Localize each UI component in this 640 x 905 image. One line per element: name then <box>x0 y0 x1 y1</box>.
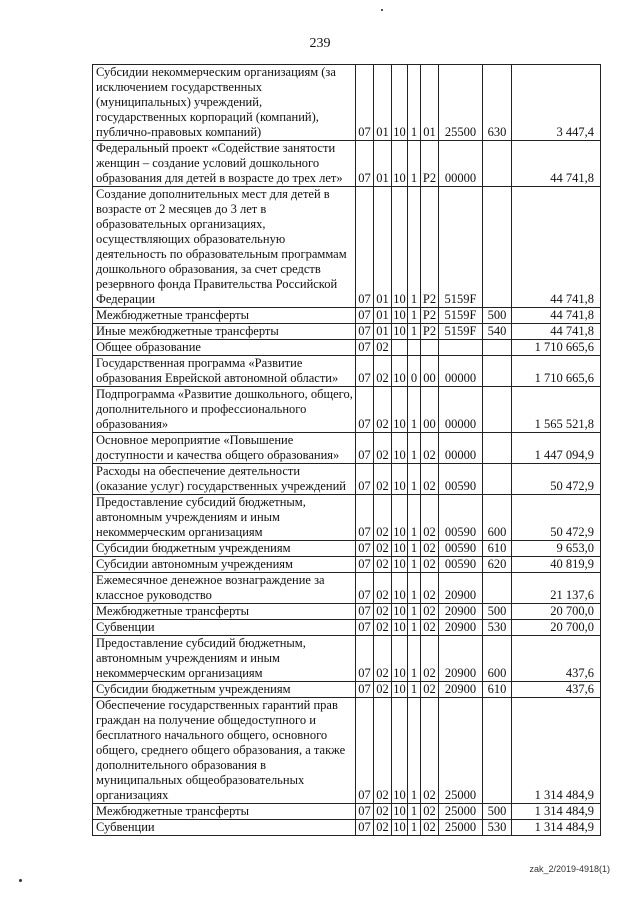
subsection-code: 02 <box>374 433 392 464</box>
table-row <box>93 356 601 387</box>
expense-direction-code: 00000 <box>439 356 483 387</box>
section-code: 07 <box>356 308 374 324</box>
amount-value: 44 741,8 <box>512 308 601 324</box>
subsection-code: 02 <box>374 604 392 620</box>
subsection-code: 02 <box>374 387 392 433</box>
document-code: zak_2/2019-4918(1) <box>529 864 610 874</box>
section-code: 07 <box>356 464 374 495</box>
expense-direction-code: 20900 <box>439 620 483 636</box>
table-body <box>93 65 601 836</box>
section-code: 07 <box>356 820 374 836</box>
section-code: 07 <box>356 573 374 604</box>
subprogram-code: 0 <box>408 356 421 387</box>
expense-direction-code: 25500 <box>439 65 483 141</box>
row-name: Подпрограмма «Развитие дошкольного, общего, дополнительного и профессионального образования» <box>93 387 356 433</box>
expense-direction-code: 00590 <box>439 557 483 573</box>
budget-table <box>92 64 601 836</box>
main-activity-code: 02 <box>421 804 439 820</box>
table-row <box>93 636 601 682</box>
subsection-code: 01 <box>374 308 392 324</box>
amount-value: 437,6 <box>512 636 601 682</box>
row-name: Субвенции <box>93 820 356 836</box>
section-code: 07 <box>356 387 374 433</box>
subsection-code: 01 <box>374 324 392 340</box>
amount-value: 1 314 484,9 <box>512 698 601 804</box>
expense-type-code: 600 <box>483 636 512 682</box>
subprogram-code: 1 <box>408 387 421 433</box>
main-activity-code: P2 <box>421 308 439 324</box>
main-activity-code: 02 <box>421 464 439 495</box>
amount-value: 1 710 665,6 <box>512 340 601 356</box>
expense-direction-code: 00000 <box>439 433 483 464</box>
row-name: Субсидии автономным учреждениям <box>93 557 356 573</box>
row-name: Федеральный проект «Содействие занятости женщин – создание условий дошкольного образования для детей в возрасте до трех лет» <box>93 141 356 187</box>
program-code: 10 <box>393 324 406 338</box>
table-row <box>93 187 601 308</box>
expense-type-code: 530 <box>483 820 512 836</box>
row-name: Государственная программа «Развитие образования Еврейской автономной области» <box>93 356 356 387</box>
amount-value: 437,6 <box>512 682 601 698</box>
amount-value: 40 819,9 <box>512 557 601 573</box>
section-code: 07 <box>356 698 374 804</box>
row-name: Расходы на обеспечение деятельности (оказание услуг) государственных учреждений <box>93 464 356 495</box>
row-name: Субвенции <box>93 620 356 636</box>
section-code: 07 <box>356 541 374 557</box>
subprogram-code: 1 <box>408 433 421 464</box>
table-row <box>93 573 601 604</box>
expense-direction-code: 5159F <box>439 324 483 340</box>
table-row <box>93 620 601 636</box>
row-name: Предоставление субсидий бюджетным, автономным учреждениям и иным некоммерческим организациям <box>93 495 356 541</box>
subprogram-code: 1 <box>408 141 421 187</box>
subprogram-code: 1 <box>408 804 421 820</box>
section-code: 07 <box>356 620 374 636</box>
main-activity-code: P2 <box>421 141 439 187</box>
row-name: Основное мероприятие «Повышение доступности и качества общего образования» <box>93 433 356 464</box>
expense-direction-code: 00000 <box>439 387 483 433</box>
program-code: 10 <box>393 541 406 555</box>
amount-value: 9 653,0 <box>512 541 601 557</box>
amount-value: 44 741,8 <box>512 324 601 340</box>
section-code: 07 <box>356 604 374 620</box>
subprogram-code: 1 <box>408 636 421 682</box>
expense-type-code: 530 <box>483 620 512 636</box>
program-code <box>392 340 408 356</box>
expense-type-code: 630 <box>483 65 512 141</box>
main-activity-code: 02 <box>421 620 439 636</box>
row-name: Общее образование <box>93 340 356 356</box>
subprogram-code: 1 <box>408 324 421 340</box>
expense-direction-code: 00590 <box>439 464 483 495</box>
subprogram-code: 1 <box>408 464 421 495</box>
amount-value: 1 314 484,9 <box>512 804 601 820</box>
subsection-code: 02 <box>374 820 392 836</box>
main-activity-code: 02 <box>421 557 439 573</box>
scan-dot <box>19 879 22 882</box>
row-name: Субсидии некоммерческим организациям (за исключением государственных (муниципальных) учреждений, государственных корпораций (компаний), публично-правовых компаний) <box>93 65 356 141</box>
subsection-code: 02 <box>374 464 392 495</box>
table-row <box>93 495 601 541</box>
section-code: 07 <box>356 141 374 187</box>
amount-value: 1 710 665,6 <box>512 356 601 387</box>
main-activity-code <box>421 340 439 356</box>
expense-direction-code <box>439 340 483 356</box>
expense-direction-code: 5159F <box>439 308 483 324</box>
main-activity-code: 00 <box>421 356 439 387</box>
expense-direction-code: 25000 <box>439 820 483 836</box>
main-activity-code: 00 <box>421 387 439 433</box>
section-code: 07 <box>356 356 374 387</box>
expense-type-code <box>483 356 512 387</box>
subsection-code: 01 <box>374 141 392 187</box>
program-code: 10 <box>393 620 406 634</box>
main-activity-code: 02 <box>421 541 439 557</box>
table-row <box>93 324 601 340</box>
subprogram-code: 1 <box>408 620 421 636</box>
expense-direction-code: 5159F <box>439 187 483 308</box>
expense-direction-code: 20900 <box>439 604 483 620</box>
amount-value: 20 700,0 <box>512 604 601 620</box>
subsection-code: 02 <box>374 804 392 820</box>
section-code: 07 <box>356 187 374 308</box>
amount-value: 44 741,8 <box>512 141 601 187</box>
row-name: Межбюджетные трансферты <box>93 604 356 620</box>
amount-value: 44 741,8 <box>512 187 601 308</box>
subsection-code: 02 <box>374 573 392 604</box>
expense-direction-code: 25000 <box>439 698 483 804</box>
program-code: 10 <box>392 636 408 682</box>
row-name: Субсидии бюджетным учреждениям <box>93 541 356 557</box>
amount-value: 21 137,6 <box>512 573 601 604</box>
main-activity-code: 02 <box>421 433 439 464</box>
expense-direction-code: 00590 <box>439 495 483 541</box>
row-name: Обеспечение государственных гарантий прав граждан на получение общедоступного и бесплатного начального общего, основного общего, среднего общего образования, а также дополнительного образования в муниципальных общеобразовательных организациях <box>93 698 356 804</box>
subprogram-code: 1 <box>408 308 421 324</box>
expense-type-code <box>483 387 512 433</box>
expense-type-code: 620 <box>483 557 512 573</box>
main-activity-code: 02 <box>421 820 439 836</box>
expense-type-code: 500 <box>483 604 512 620</box>
table-row <box>93 804 601 820</box>
section-code: 07 <box>356 324 374 340</box>
section-code: 07 <box>356 433 374 464</box>
table-row <box>93 340 601 356</box>
expense-direction-code: 20900 <box>439 636 483 682</box>
subsection-code: 02 <box>374 557 392 573</box>
program-code: 10 <box>392 141 408 187</box>
subsection-code: 02 <box>374 541 392 557</box>
row-name: Субсидии бюджетным учреждениям <box>93 682 356 698</box>
amount-value: 50 472,9 <box>512 464 601 495</box>
expense-direction-code: 00590 <box>439 541 483 557</box>
subprogram-code: 1 <box>408 187 421 308</box>
program-code: 10 <box>392 573 408 604</box>
row-name: Межбюджетные трансферты <box>93 308 356 324</box>
expense-type-code: 610 <box>483 682 512 698</box>
program-code: 10 <box>393 820 406 834</box>
main-activity-code: 01 <box>421 65 439 141</box>
expense-type-code <box>483 141 512 187</box>
row-name: Межбюджетные трансферты <box>93 804 356 820</box>
program-code: 10 <box>392 464 408 495</box>
expense-direction-code: 25000 <box>439 804 483 820</box>
subsection-code: 02 <box>374 682 392 698</box>
subprogram-code: 1 <box>408 573 421 604</box>
program-code: 10 <box>393 557 406 571</box>
main-activity-code: 02 <box>421 495 439 541</box>
expense-type-code <box>483 573 512 604</box>
expense-type-code: 540 <box>483 324 512 340</box>
main-activity-code: 02 <box>421 698 439 804</box>
expense-type-code: 500 <box>483 308 512 324</box>
subsection-code: 02 <box>374 495 392 541</box>
table-row <box>93 65 601 141</box>
expense-type-code: 600 <box>483 495 512 541</box>
section-code: 07 <box>356 557 374 573</box>
subsection-code: 02 <box>374 620 392 636</box>
table-row <box>93 433 601 464</box>
subsection-code: 01 <box>374 187 392 308</box>
table-row <box>93 820 601 836</box>
main-activity-code: P2 <box>421 187 439 308</box>
program-code: 10 <box>393 308 406 322</box>
table-row <box>93 698 601 804</box>
amount-value: 3 447,4 <box>512 65 601 141</box>
subprogram-code: 1 <box>408 541 421 557</box>
amount-value: 20 700,0 <box>512 620 601 636</box>
section-code: 07 <box>356 495 374 541</box>
main-activity-code: 02 <box>421 636 439 682</box>
main-activity-code: 02 <box>421 573 439 604</box>
subprogram-code: 1 <box>408 698 421 804</box>
subsection-code: 02 <box>374 698 392 804</box>
table-row <box>93 308 601 324</box>
expense-type-code <box>483 464 512 495</box>
section-code: 07 <box>356 682 374 698</box>
subprogram-code: 1 <box>408 820 421 836</box>
expense-type-code <box>483 698 512 804</box>
program-code: 10 <box>392 387 408 433</box>
table-row <box>93 541 601 557</box>
expense-direction-code: 20900 <box>439 573 483 604</box>
section-code: 07 <box>356 804 374 820</box>
row-name: Ежемесячное денежное вознаграждение за классное руководство <box>93 573 356 604</box>
subprogram-code: 1 <box>408 65 421 141</box>
expense-direction-code: 00000 <box>439 141 483 187</box>
main-activity-code: 02 <box>421 604 439 620</box>
amount-value: 1 565 521,8 <box>512 387 601 433</box>
program-code: 10 <box>392 187 408 308</box>
program-code: 10 <box>393 804 406 818</box>
program-code: 10 <box>393 682 406 696</box>
subprogram-code <box>408 340 421 356</box>
row-name: Иные межбюджетные трансферты <box>93 324 356 340</box>
table-row <box>93 387 601 433</box>
row-name: Предоставление субсидий бюджетным, автономным учреждениям и иным некоммерческим организациям <box>93 636 356 682</box>
table-row <box>93 141 601 187</box>
section-code: 07 <box>356 636 374 682</box>
section-code: 07 <box>356 340 374 356</box>
expense-type-code <box>483 187 512 308</box>
expense-type-code: 610 <box>483 541 512 557</box>
subsection-code: 02 <box>374 340 392 356</box>
amount-value: 50 472,9 <box>512 495 601 541</box>
amount-value: 1 447 094,9 <box>512 433 601 464</box>
section-code: 07 <box>356 65 374 141</box>
program-code: 10 <box>392 356 408 387</box>
subprogram-code: 1 <box>408 495 421 541</box>
expense-type-code <box>483 433 512 464</box>
amount-value: 1 314 484,9 <box>512 820 601 836</box>
scan-speck <box>381 9 383 11</box>
row-name: Создание дополнительных мест для детей в возрасте от 2 месяцев до 3 лет в образовательных организациях, осуществляющих образовательную деятельность по образовательным программам дошкольного образования, за счет средств резервного фонда Правительства Российской Федерации <box>93 187 356 308</box>
main-activity-code: P2 <box>421 324 439 340</box>
page-number: 239 <box>309 36 331 51</box>
table-row <box>93 604 601 620</box>
table-row <box>93 557 601 573</box>
subprogram-code: 1 <box>408 557 421 573</box>
expense-type-code: 500 <box>483 804 512 820</box>
program-code: 10 <box>392 65 408 141</box>
program-code: 10 <box>392 433 408 464</box>
subsection-code: 01 <box>374 65 392 141</box>
program-code: 10 <box>392 698 408 804</box>
main-activity-code: 02 <box>421 682 439 698</box>
program-code: 10 <box>393 604 406 618</box>
subsection-code: 02 <box>374 356 392 387</box>
table-row <box>93 682 601 698</box>
expense-type-code <box>483 340 512 356</box>
subsection-code: 02 <box>374 636 392 682</box>
program-code: 10 <box>392 495 408 541</box>
subprogram-code: 1 <box>408 604 421 620</box>
table-row <box>93 464 601 495</box>
expense-direction-code: 20900 <box>439 682 483 698</box>
subprogram-code: 1 <box>408 682 421 698</box>
